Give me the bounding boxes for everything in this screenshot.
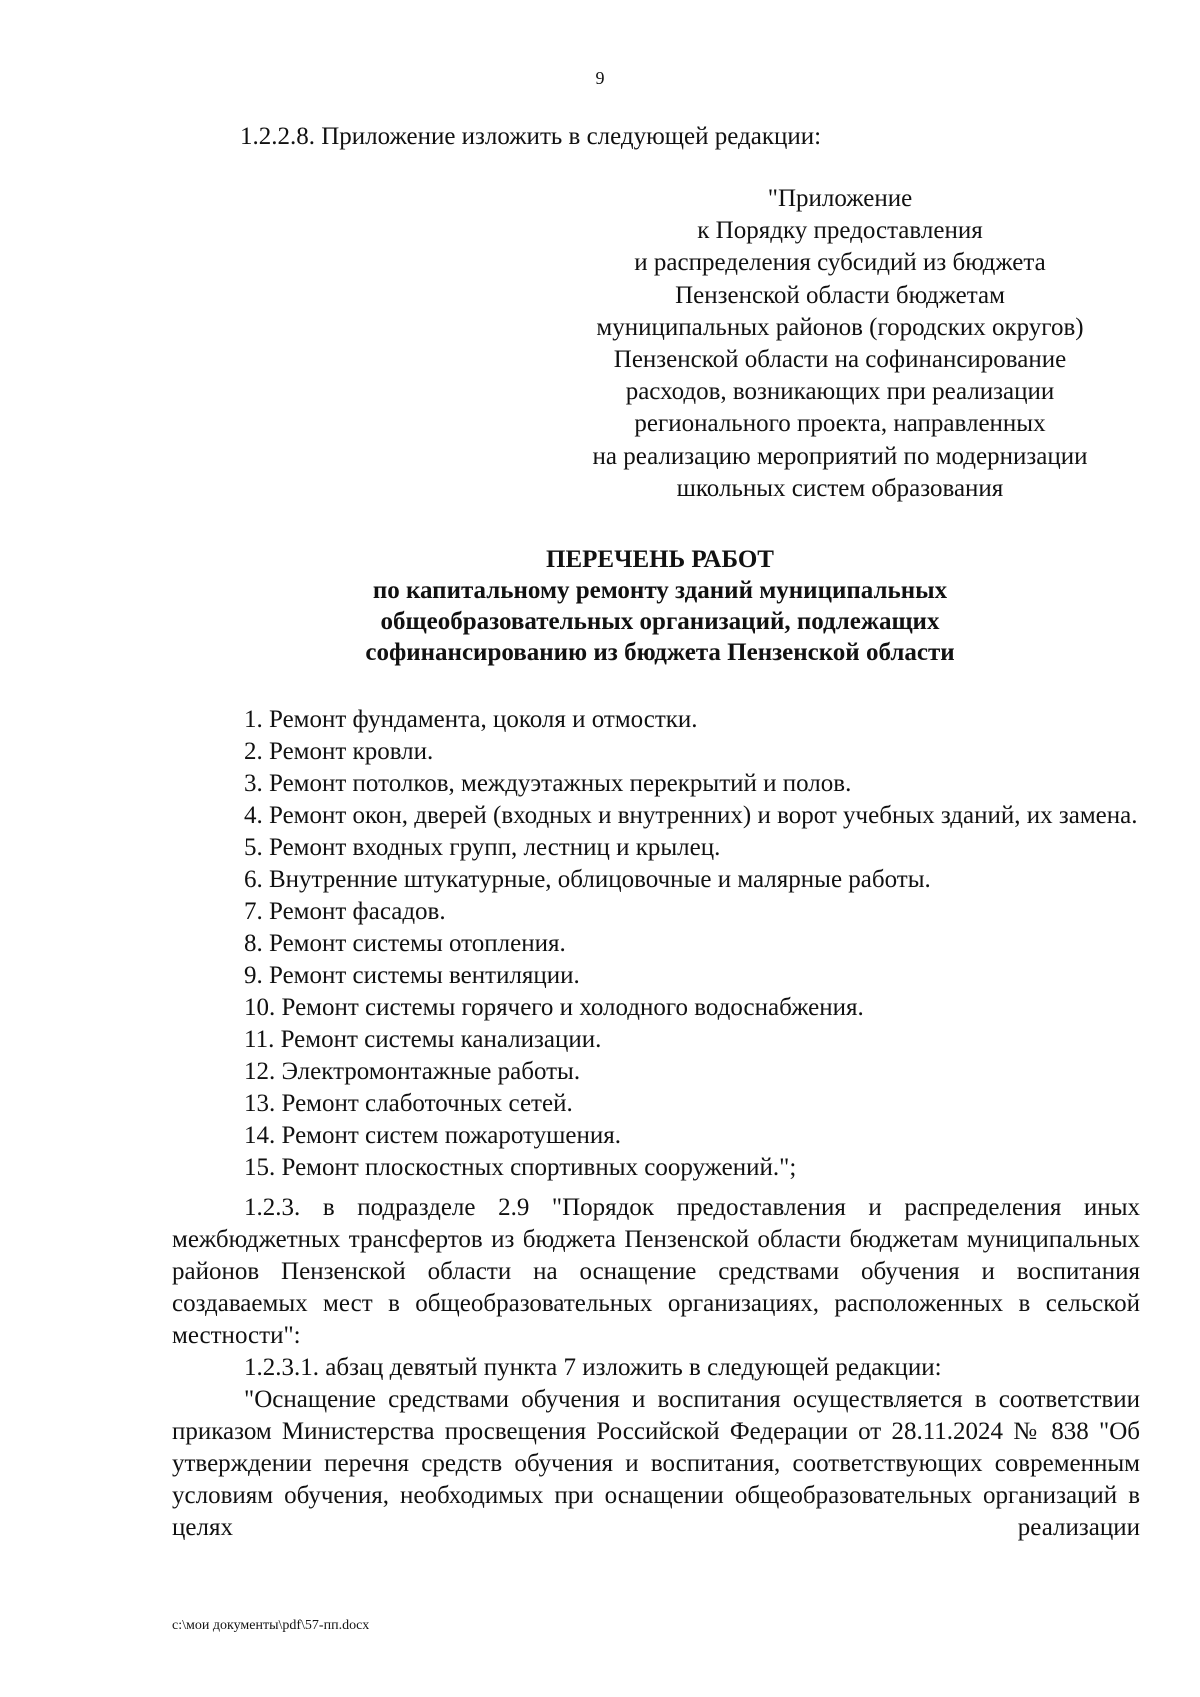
heading-line: софинансированию из бюджета Пензенской области bbox=[365, 639, 955, 666]
heading-line: по капитальному ремонту зданий муниципальных bbox=[372, 577, 948, 604]
footer-file-path: c:\мои документы\pdf\57-пп.docx bbox=[172, 1618, 370, 1633]
list-item: 11. Ремонт системы канализации. bbox=[244, 1026, 602, 1053]
list-item: 15. Ремонт плоскостных спортивных сооружений."; bbox=[244, 1154, 797, 1181]
page-number: 9 bbox=[595, 68, 605, 88]
appendix-line: расходов, возникающих при реализации bbox=[625, 378, 1055, 406]
list-item: 2. Ремонт кровли. bbox=[244, 738, 434, 765]
body-paragraph: "Оснащение средствами обучения и воспитания осуществляется в соответствии приказом Министерства просвещения Российской Федерации от 28.11.2024 № 838 "Об утверждении перечня средств обучения и воспитания, соответствующих современным условиям обучения, необходимых при оснащении общеобразовательных организаций в целях реализации bbox=[172, 1386, 1140, 1541]
appendix-line: Пензенской области на софинансирование bbox=[613, 346, 1067, 374]
appendix-line: регионального проекта, направленных bbox=[634, 410, 1046, 438]
list-item: 1. Ремонт фундамента, цоколя и отмостки. bbox=[244, 706, 698, 733]
list-item: 5. Ремонт входных групп, лестниц и крылец. bbox=[244, 834, 721, 861]
list-item: 14. Ремонт систем пожаротушения. bbox=[244, 1122, 621, 1149]
list-item: 13. Ремонт слаботочных сетей. bbox=[244, 1090, 573, 1117]
document-body bbox=[172, 704, 1140, 1544]
appendix-line: и распределения субсидий из бюджета bbox=[634, 249, 1046, 277]
appendix-line: на реализацию мероприятий по модернизации bbox=[592, 442, 1088, 470]
list-item: 6. Внутренние штукатурные, облицовочные и малярные работы. bbox=[244, 866, 931, 893]
body-paragraph: 1.2.3.1. абзац девятый пункта 7 изложить в следующей редакции: bbox=[244, 1354, 942, 1381]
list-item: 3. Ремонт потолков, междуэтажных перекрытий и полов. bbox=[244, 770, 852, 797]
list-item: 8. Ремонт системы отопления. bbox=[244, 930, 566, 957]
list-heading bbox=[170, 544, 1150, 668]
list-item: 12. Электромонтажные работы. bbox=[244, 1058, 581, 1085]
list-item: 9. Ремонт системы вентиляции. bbox=[244, 962, 580, 989]
appendix-header bbox=[520, 183, 1160, 505]
body-paragraph: 1.2.3. в подразделе 2.9 "Порядок предоставления и распределения иных межбюджетных трансфертов из бюджета Пензенской области бюджетам муниципальных районов Пензенской области на оснащение средствами обучения и воспитания создаваемых мест в общеобразовательных организациях, расположенных в сельской местности": bbox=[172, 1194, 1140, 1349]
heading-line: ПЕРЕЧЕНЬ РАБОТ bbox=[546, 546, 774, 573]
appendix-line: школьных систем образования bbox=[676, 474, 1004, 502]
appendix-line: к Порядку предоставления bbox=[697, 217, 983, 245]
appendix-line: "Приложение bbox=[767, 185, 913, 212]
list-item: 7. Ремонт фасадов. bbox=[244, 898, 446, 925]
list-item: 4. Ремонт окон, дверей (входных и внутренних) и ворот учебных зданий, их замена. bbox=[244, 802, 1138, 829]
appendix-line: муниципальных районов (городских округов) bbox=[596, 313, 1084, 341]
appendix-line: Пензенской области бюджетам bbox=[675, 281, 1005, 309]
list-item: 10. Ремонт системы горячего и холодного водоснабжения. bbox=[244, 994, 864, 1021]
intro-paragraph: 1.2.2.8. Приложение изложить в следующей редакции: bbox=[240, 123, 822, 150]
heading-line: общеобразовательных организаций, подлежащих bbox=[380, 608, 940, 635]
